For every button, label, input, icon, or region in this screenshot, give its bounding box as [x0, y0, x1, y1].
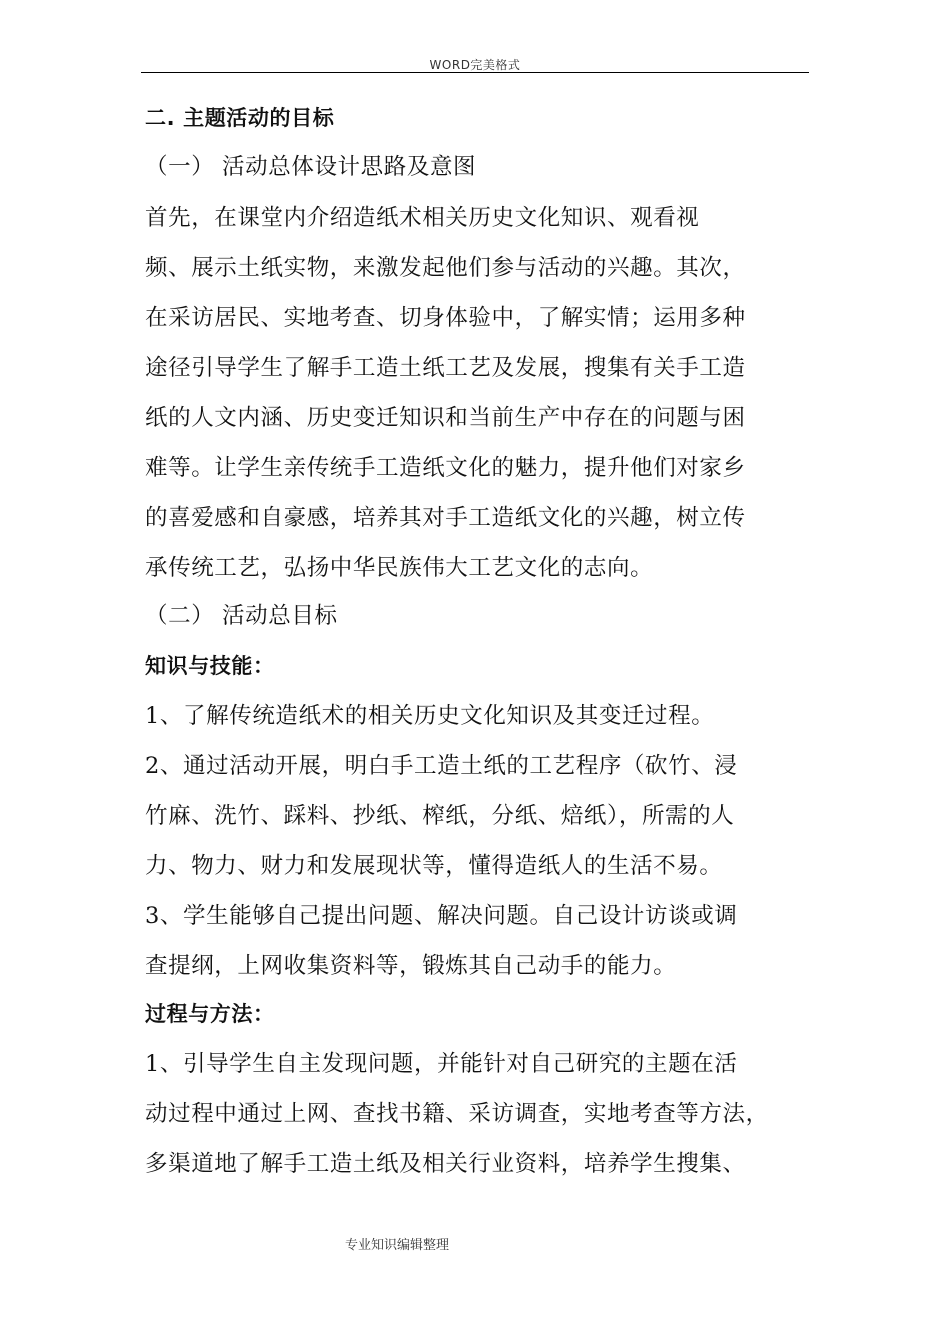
paragraph-line: 承传统工艺，弘扬中华民族伟大工艺文化的志向。: [145, 555, 654, 581]
knowledge-item: 2、通过活动开展，明白手工造土纸的工艺程序（砍竹、浸: [145, 753, 738, 779]
paragraph-line: 途径引导学生了解手工造土纸工艺及发展，搜集有关手工造: [145, 355, 746, 381]
knowledge-item: 力、物力、财力和发展现状等，懂得造纸人的生活不易。: [145, 853, 723, 879]
paragraph-line: 难等。让学生亲传统手工造纸文化的魅力，提升他们对家乡: [145, 455, 746, 481]
process-item: 多渠道地了解手工造土纸及相关行业资料，培养学生搜集、: [145, 1151, 746, 1177]
paragraph-line: 首先，在课堂内介绍造纸术相关历史文化知识、观看视: [145, 205, 700, 231]
knowledge-item: 查提纲，上网收集资料等，锻炼其自己动手的能力。: [145, 953, 677, 979]
paragraph-line: 的喜爱感和自豪感，培养其对手工造纸文化的兴趣，树立传: [145, 505, 746, 531]
process-item: 1、引导学生自主发现问题，并能针对自己研究的主题在活: [145, 1051, 738, 1077]
page-header: WORD完美格式: [429, 58, 521, 72]
paragraph-line: 纸的人文内涵、历史变迁知识和当前生产中存在的问题与困: [145, 405, 746, 431]
knowledge-item: 1、了解传统造纸术的相关历史文化知识及其变迁过程。: [145, 703, 715, 729]
subsection-heading-2: （二） 活动总目标: [145, 603, 338, 629]
subsection-heading-1: （一） 活动总体设计思路及意图: [145, 154, 477, 180]
process-heading: 过程与方法：: [145, 1002, 275, 1026]
knowledge-item: 竹麻、洗竹、踩料、抄纸、榨纸，分纸、焙纸），所需的人: [145, 803, 735, 829]
paragraph-line: 在采访居民、实地考查、切身体验中，了解实情；运用多种: [145, 305, 746, 331]
section-heading: 二. 主题活动的目标: [145, 106, 335, 130]
knowledge-heading: 知识与技能：: [145, 654, 275, 678]
process-item: 动过程中通过上网、查找书籍、采访调查，实地考查等方法，: [145, 1101, 769, 1127]
header-divider: [141, 72, 809, 73]
knowledge-item: 3、学生能够自己提出问题、解决问题。自己设计访谈或调: [145, 903, 738, 929]
paragraph-line: 频、展示土纸实物，来激发起他们参与活动的兴趣。其次，: [145, 255, 746, 281]
page-footer: 专业知识编辑整理: [345, 1238, 450, 1253]
